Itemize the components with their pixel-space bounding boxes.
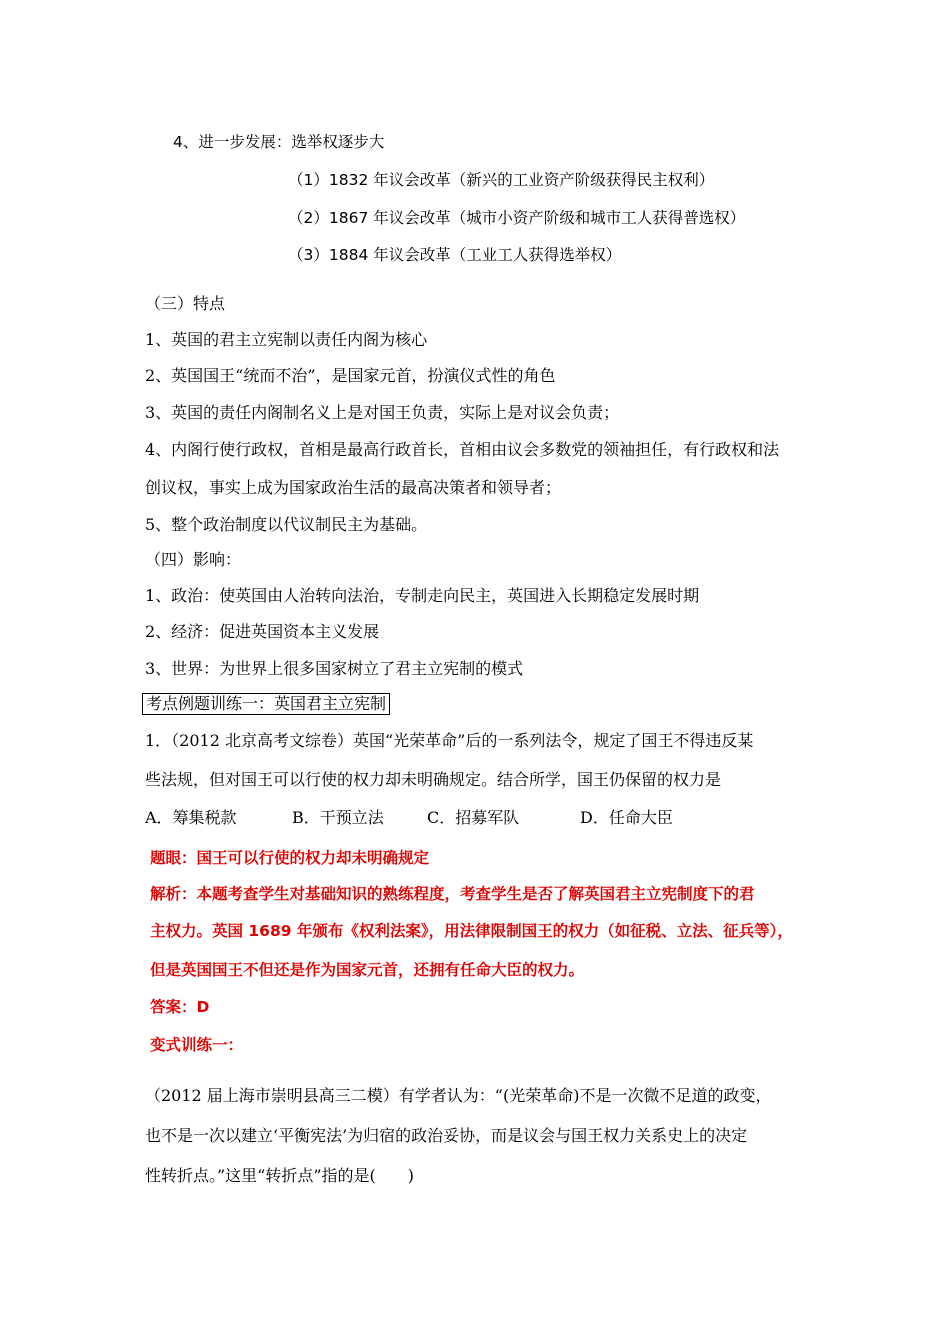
analysis-key-point: 题眼：国王可以行使的权力却未明确规定 bbox=[150, 849, 430, 867]
variant-question-line: 性转折点。”这里“转折点”指的是( ) bbox=[145, 1166, 415, 1185]
influence-item: 1、政治：使英国由人治转向法治，专制走向民主，英国进入长期稳定发展时期 bbox=[145, 586, 700, 605]
option-b: B．干预立法 bbox=[292, 808, 384, 827]
feature-item: 1、英国的君主立宪制以责任内阁为核心 bbox=[145, 330, 428, 349]
influence-item: 3、世界：为世界上很多国家树立了君主立宪制的模式 bbox=[145, 659, 524, 678]
reform-item-1884: （3）1884 年议会改革（工业工人获得选举权） bbox=[288, 246, 622, 264]
variant-question-line: 也不是一次以建立‘平衡宪法’为归宿的政治妥协，而是议会与国王权力关系史上的决定 bbox=[145, 1126, 748, 1145]
reform-item-1832: （1）1832 年议会改革（新兴的工业资产阶级获得民主权利） bbox=[288, 171, 715, 189]
analysis-text: 解析：本题考查学生对基础知识的熟练程度，考查学生是否了解英国君主立宪制度下的君 bbox=[150, 885, 755, 903]
analysis-text: 主权力。英国 1689 年颁布《权利法案》，用法律限制国王的权力（如征税、立法、征兵等）， bbox=[150, 922, 793, 940]
feature-item: 3、英国的责任内阁制名义上是对国王负责，实际上是对议会负责； bbox=[145, 403, 620, 422]
feature-item: 4、内阁行使行政权，首相是最高行政首长，首相由议会多数党的领袖担任，有行政权和法 bbox=[145, 440, 780, 459]
feature-item: 2、英国国王“统而不治”，是国家元首，扮演仪式性的角色 bbox=[145, 366, 556, 385]
features-heading: （三）特点 bbox=[145, 294, 226, 313]
reform-item-1867: （2）1867 年议会改革（城市小资产阶级和城市工人获得普选权） bbox=[288, 209, 746, 227]
option-d: D．任命大臣 bbox=[580, 808, 673, 827]
answer-label: 答案：D bbox=[150, 998, 210, 1016]
exercise-box-title: 考点例题训练一：英国君主立宪制 bbox=[142, 693, 390, 715]
option-c: C．招募军队 bbox=[427, 808, 520, 827]
variant-heading: 变式训练一： bbox=[150, 1036, 244, 1054]
feature-item: 5、整个政治制度以代议制民主为基础。 bbox=[145, 515, 428, 534]
question-line: 些法规，但对国王可以行使的权力却未明确规定。结合所学，国王仍保留的权力是 bbox=[145, 770, 722, 789]
section4-heading: 4、进一步发展：选举权逐步大 bbox=[173, 133, 385, 151]
influence-item: 2、经济：促进英国资本主义发展 bbox=[145, 622, 380, 641]
feature-item-continued: 创议权，事实上成为国家政治生活的最高决策者和领导者； bbox=[145, 478, 562, 497]
option-a: A．筹集税款 bbox=[145, 808, 237, 827]
question-line: 1．（2012 北京高考文综卷）英国“光荣革命”后的一系列法令，规定了国王不得违反某 bbox=[145, 731, 754, 750]
variant-question-line: （2012 届上海市崇明县高三二模）有学者认为：“(光荣革命)不是一次微不足道的政变， bbox=[145, 1086, 772, 1105]
influence-heading: （四）影响： bbox=[145, 550, 242, 569]
analysis-text: 但是英国国王不但还是作为国家元首，还拥有任命大臣的权力。 bbox=[150, 961, 585, 979]
